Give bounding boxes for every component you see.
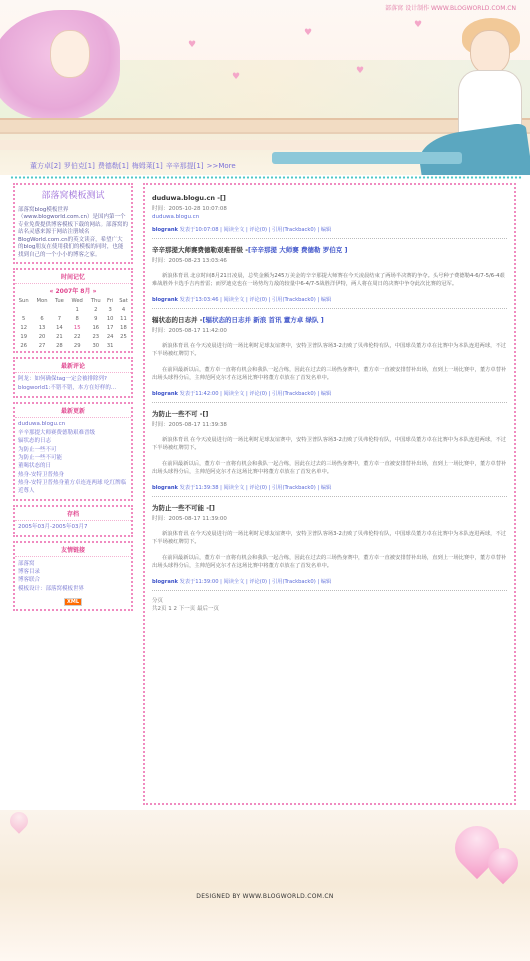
calendar-weekday: Wed — [71, 298, 83, 305]
post-footer — [152, 226, 507, 233]
header-banner — [0, 0, 530, 175]
post-categories[interactable]: [辛辛那提 大师赛 费德勒 罗伯克 ] — [247, 246, 348, 254]
post-author[interactable]: blogrank — [152, 296, 178, 303]
calendar-day — [15, 306, 32, 315]
update-link[interactable]: duduwa.blogu.cn — [18, 421, 66, 428]
post-title-suffix: -[] — [206, 503, 215, 512]
calendar-box — [13, 268, 133, 353]
footer-banner — [0, 810, 530, 961]
heart-icon: ♥ — [356, 66, 365, 76]
calendar-weekday: Sat — [119, 298, 128, 305]
calendar-day[interactable]: 23 — [92, 334, 100, 341]
main-content — [143, 183, 516, 805]
post-author[interactable]: blogrank — [152, 578, 178, 585]
post-time: 时间：2005-08-17 11:42:00 — [152, 327, 227, 334]
post-time: 时间：2005-08-23 13:03:46 — [152, 258, 227, 264]
calendar-day[interactable]: 13 — [38, 325, 46, 332]
post-categories[interactable]: [辐状态的日志并 新浪 首讯 董方卓 绿队 ] — [202, 315, 324, 324]
about-text: 部落窝blog模板世界（www.blogworld.com.cn）是国内第一个专业免费提供博客模板下载的网站。部落窝的站名灵感来源于网站注册域名BlogWorld.com.cn的英文读音，希望广大的blog朋友在使用我们的模板的同时，也能找到自己的一个小小的博客之家。 — [18, 207, 129, 258]
post-footer — [152, 390, 507, 397]
calendar-day[interactable]: 12 — [20, 325, 27, 332]
copyright: DESIGNED BY WWW.BLOGWORLD.COM.CN — [196, 893, 334, 900]
calendar-day[interactable]: 15 — [73, 325, 81, 332]
calendar-title: 时间记忆 — [15, 270, 131, 284]
calendar-day[interactable]: 31 — [106, 343, 114, 350]
calendar-weekday: Fri — [107, 298, 114, 305]
calendar-day[interactable]: 24 — [106, 334, 114, 341]
pager — [152, 597, 507, 615]
post-footer — [152, 578, 507, 585]
calendar-day[interactable]: 6 — [40, 316, 44, 323]
post-paragraph: 新浪体育讯 在今天凌晨进行的一场比利时足球友谊赛中，安特卫普队客场3-2击败了贝弗伦特有队，中国球员董方卓在比赛中为本队连进两球，不过下半场被红牌罚下。 — [152, 436, 507, 452]
archive-title: 存档 — [15, 507, 131, 521]
calendar-day[interactable]: 28 — [56, 343, 63, 350]
calendar-day[interactable]: 3 — [108, 307, 112, 314]
pager-links[interactable]: 共2页 1 2 下一页 最后一页 — [152, 606, 219, 613]
archive-box — [13, 505, 133, 537]
nav-tag-link[interactable]: >>More — [206, 162, 236, 170]
post-paragraph: 在前回最新以后，董方卓一直将有机会和我队一起合练，因此在过去的三场热身赛中，董方卓一直被安排替补出场，直到上一场比赛中，董方卓替补出场头球得分后，主帅范阿克尔才在这场比赛中将董方卓放在了首发名单中。 — [152, 366, 507, 382]
update-link[interactable]: 辛辛那提大师赛费德勒艰难晋级 — [18, 429, 96, 436]
post-actions[interactable]: 发表于10:07:08 | 阅读全文 | 评论(0) | 引用(Trackback0) | 编辑 — [179, 227, 332, 233]
comment-link[interactable]: 阿龙：如何确保tag一定会被排除列? — [18, 376, 107, 383]
update-link[interactable]: 热身-安特卫普热身董方卓连连两球 吃红牌临近尊人 — [18, 480, 127, 494]
calendar-day[interactable]: 8 — [75, 316, 79, 323]
friend-link[interactable]: 模板设计：部落窝模板世界 — [18, 585, 85, 592]
calendar-weekday: Sun — [18, 298, 29, 305]
calendar-day[interactable]: 16 — [92, 325, 100, 332]
post-paragraph: 新浪体育讯 北京时间8月21日凌晨，总奖金额为245万美金的辛辛那提大师赛在今天凌晨结束了两场半决赛的争夺。头号种子费德勒4-6/7-5/6-4艰难战胜外卡选手吉内普雷；而罗迪克也在一场势均力敌的较量中6-4/7-5战胜洋伊特，两人将在周日的决赛中争夺此次比赛的冠军。 — [152, 273, 505, 288]
blog-post — [152, 409, 507, 497]
post-time: 时间：2005-08-17 11:39:00 — [152, 515, 227, 522]
archive-list — [15, 521, 131, 535]
calendar-day[interactable]: 22 — [73, 334, 81, 341]
friend-link[interactable]: 博客目录 — [18, 568, 41, 575]
post-title-suffix: -[] — [217, 194, 226, 202]
post-title-row — [152, 503, 507, 512]
calendar-day — [116, 342, 131, 351]
calendar-day[interactable]: 26 — [20, 343, 27, 350]
post-paragraph: 在前回最新以后，董方卓一直将有机会和我队一起合练，因此在过去的三场热身赛中，董方卓一直被安排替补出场，直到上一场比赛中，董方卓替补出场头球得分后，主帅范阿克尔才在这场比赛中将董方卓放在了首发名单中。 — [152, 460, 507, 476]
calendar-day[interactable]: 5 — [22, 316, 26, 323]
heart-icon: ♥ — [414, 20, 423, 30]
post-title[interactable]: duduwa.blogu.cn — [152, 194, 215, 202]
post-time: 时间：2005-10-28 10:07:08 — [152, 206, 227, 212]
pager-label: 分页 — [152, 597, 164, 604]
update-link[interactable]: 董喝状态的日 — [18, 463, 52, 470]
comments-title: 最新评论 — [15, 359, 131, 373]
banner-bench — [272, 152, 462, 164]
calendar-day[interactable]: 9 — [94, 316, 98, 323]
calendar-grid — [15, 297, 131, 351]
heart-icon: ♥ — [304, 28, 313, 38]
about-box — [13, 183, 133, 264]
post-title-row — [152, 194, 507, 202]
comment-link[interactable]: blogworld1:不错不错，本方在好样的... — [18, 384, 117, 391]
post-actions[interactable]: 发表于11:39:00 | 阅读全文 | 评论(0) | 引用(Trackback0) | 编辑 — [179, 578, 332, 585]
post-body — [152, 436, 507, 477]
post-author[interactable]: blogrank — [152, 390, 178, 397]
updates-list — [15, 418, 131, 499]
post-author[interactable]: blogrank — [152, 227, 178, 233]
banner-boy-head — [470, 30, 510, 74]
comments-list — [15, 373, 131, 396]
post-actions[interactable]: 发表于11:42:00 | 阅读全文 | 评论(0) | 引用(Trackback0) | 编辑 — [179, 390, 332, 397]
blog-post — [152, 503, 507, 591]
calendar-day[interactable]: 7 — [57, 316, 62, 323]
nav-tag-link[interactable]: 费德勒[1] — [97, 162, 129, 170]
xml-feed-badge[interactable]: XML — [64, 598, 82, 606]
post-footer — [152, 296, 507, 303]
header-divider — [10, 176, 522, 179]
calendar-day[interactable]: 19 — [20, 334, 27, 341]
calendar-day — [52, 306, 68, 315]
heart-icon: ♥ — [188, 40, 197, 50]
post-paragraph: 新浪体育讯 在今天凌晨进行的一场比利时足球友谊赛中，安特卫普队客场3-2击败了贝弗伦特有队，中国球员董方卓在比赛中为本队连进两球，不过下半场被红牌罚下。 — [152, 342, 507, 358]
updates-box — [13, 402, 133, 501]
post-body — [152, 272, 507, 289]
post-author[interactable]: blogrank — [152, 484, 178, 491]
post-title-row — [152, 409, 507, 418]
update-link[interactable]: 为防止一些不可 — [18, 446, 57, 453]
links-list — [15, 557, 131, 597]
calendar-day[interactable]: 21 — [56, 334, 63, 341]
calendar-month-nav[interactable]: « 2007年 8月 » — [49, 287, 97, 295]
post-time: 时间：2005-08-17 11:39:38 — [152, 421, 227, 428]
post-title-row — [152, 245, 507, 254]
calendar-weekday: Thu — [90, 298, 101, 305]
nav-tag-link[interactable]: 辛辛那提[1] — [165, 162, 204, 170]
calendar-day — [32, 306, 51, 315]
calendar-day[interactable]: 18 — [120, 325, 127, 332]
links-title: 友情链接 — [15, 543, 131, 557]
nav-tag-link[interactable]: 董方卓[2] — [30, 162, 61, 170]
post-title-suffix: -[] — [199, 409, 209, 418]
friend-link[interactable]: 博客联合 — [18, 577, 41, 584]
calendar-day[interactable]: 17 — [106, 325, 114, 332]
links-box — [13, 541, 133, 611]
updates-title: 最新更新 — [15, 404, 131, 418]
calendar-day[interactable]: 27 — [38, 343, 46, 350]
calendar-day[interactable]: 1 — [75, 307, 79, 314]
heart-icon — [6, 808, 31, 833]
post-title[interactable]: 辛辛那提大师赛费德勒艰难晋级 — [152, 246, 243, 254]
blog-post — [152, 315, 507, 403]
post-title[interactable]: 为防止一些不可 — [152, 409, 198, 418]
calendar-day[interactable]: 2 — [94, 307, 98, 314]
blog-post — [152, 194, 507, 239]
calendar-day[interactable]: 14 — [56, 325, 63, 332]
post-title-row — [152, 315, 507, 324]
calendar-day[interactable]: 10 — [106, 316, 114, 323]
nav-tag-link[interactable]: 梅姆莱[1] — [131, 162, 163, 170]
calendar-day[interactable]: 11 — [120, 316, 127, 323]
tag-nav — [30, 161, 239, 171]
post-paragraph: 在前回最新以后，董方卓一直将有机会和我队一起合练，因此在过去的三场热身赛中，董方卓一直被安排替补出场，直到上一场比赛中，董方卓替补出场头球得分后，主帅范阿克尔才在这场比赛中将董方卓放在了首发名单中。 — [152, 554, 507, 570]
post-paragraph: 新浪体育讯 在今天凌晨进行的一场比利时足球友谊赛中，安特卫普队客场3-2击败了贝弗伦特有队，中国球员董方卓在比赛中为本队连进两球，不过下半场被红牌罚下。 — [152, 530, 507, 546]
banner-girl-face — [50, 30, 90, 78]
calendar-day[interactable]: 4 — [121, 307, 126, 314]
calendar-day[interactable]: 25 — [120, 334, 127, 341]
post-title[interactable]: 为防止一些不可能 — [152, 503, 204, 512]
post-actions[interactable]: 发表于13:03:46 | 阅读全文 | 评论(0) | 引用(Trackback0) | 编辑 — [179, 296, 332, 303]
update-link[interactable]: 为防止一些不可能 — [18, 454, 63, 461]
post-body — [152, 342, 507, 383]
calendar-day[interactable]: 20 — [38, 334, 46, 341]
post-title-suffix: - — [199, 315, 203, 324]
update-link[interactable]: 热身-安特卫普热身 — [18, 471, 64, 478]
calendar-day[interactable]: 30 — [92, 343, 100, 350]
post-body — [152, 530, 507, 571]
friend-link[interactable]: 部落窝 — [18, 560, 35, 567]
post-intro-link[interactable]: duduwa.blogu.cn — [152, 214, 200, 220]
post-title-suffix: - — [245, 246, 248, 254]
calendar-weekday: Tue — [55, 298, 64, 305]
nav-tag-link[interactable]: 罗伯克[1] — [63, 162, 95, 170]
update-link[interactable]: 辐状态的日志 — [18, 438, 52, 445]
heart-icon: ♥ — [232, 72, 241, 82]
banner-window-sill — [0, 118, 530, 134]
calendar-weekday: Mon — [36, 298, 48, 305]
comments-box — [13, 357, 133, 398]
post-footer — [152, 484, 507, 491]
archive-link[interactable]: 2005年03月-2005年03月7 — [18, 524, 88, 531]
blog-post — [152, 245, 507, 309]
sidebar — [13, 183, 133, 615]
about-title: 部落窝模板测试 — [41, 191, 105, 201]
calendar-day[interactable]: 29 — [73, 343, 81, 350]
post-actions[interactable]: 发表于11:39:38 | 阅读全文 | 评论(0) | 引用(Trackback0) | 编辑 — [179, 484, 332, 491]
post-title[interactable]: 辐状态的日志并 — [152, 315, 198, 324]
top-site-link[interactable]: 部落窝 设计制作 WWW.BLOGWORLD.COM.CN — [385, 5, 516, 12]
